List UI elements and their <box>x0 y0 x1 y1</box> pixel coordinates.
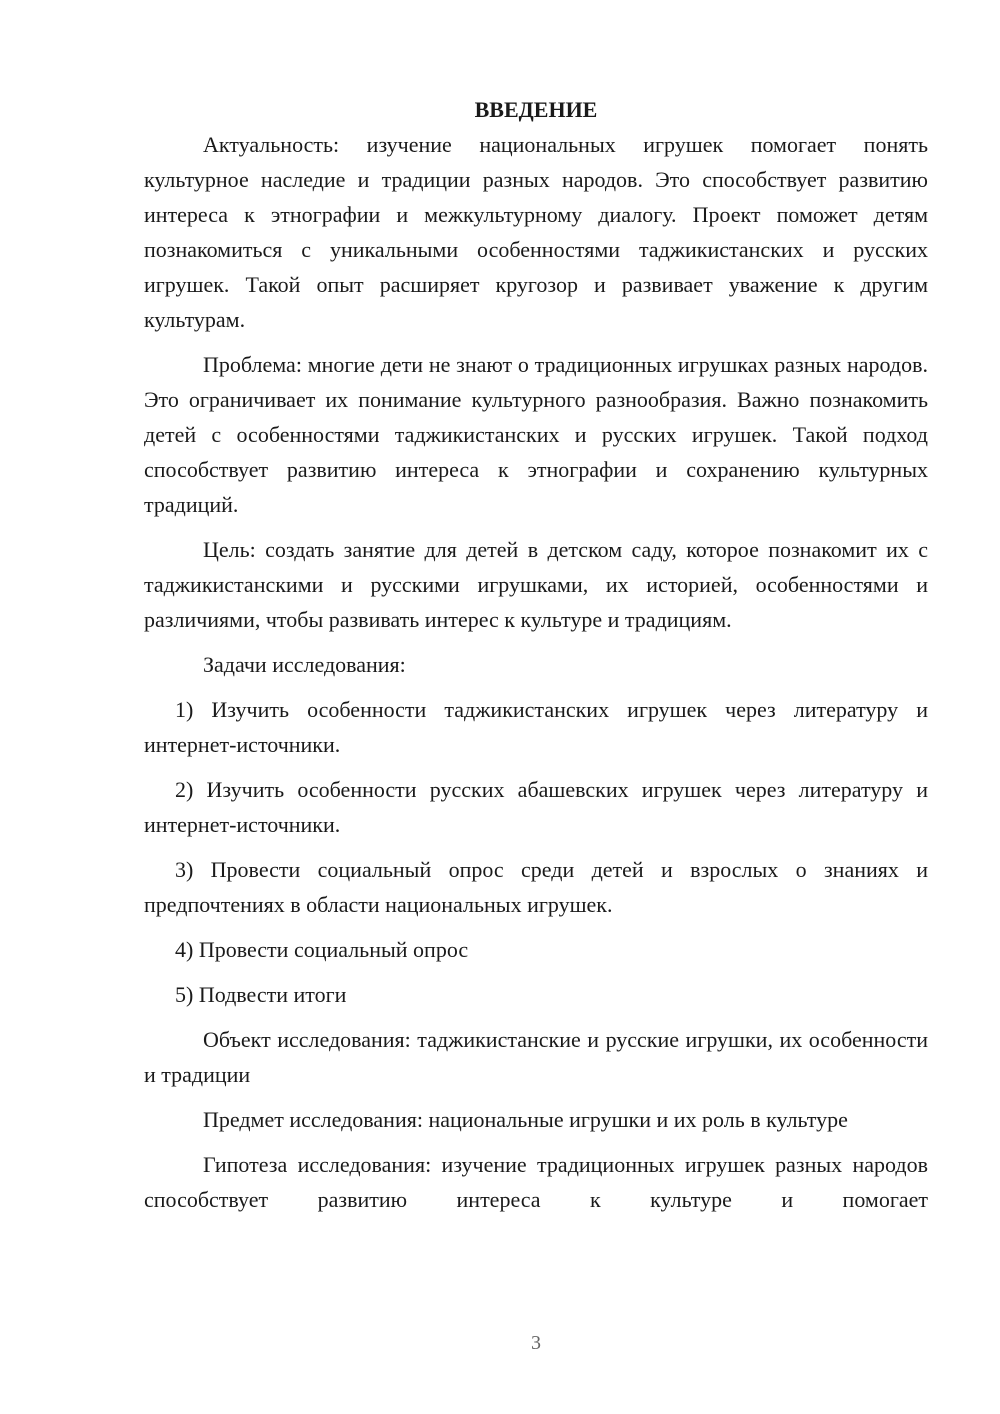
task-item-5: 5) Подвести итоги <box>175 982 347 1007</box>
task-item-3: 3) Провести социальный опрос среди детей и взрослых о знаниях и предпочтениях в области национальных игрушек. <box>144 857 928 917</box>
problem-paragraph: Проблема: многие дети не знают о традиционных игрушках разных народов. Это ограничивает их понимание культурного разнообразия. Важно познакомить детей с особенностями таджикистанских и русских игрушек. Такой подход способствует развитию интереса к этнографии и сохранению культурных традиций. <box>144 352 928 517</box>
tasks-heading: Задачи исследования: <box>203 652 406 677</box>
task-item-2: 2) Изучить особенности русских абашевских игрушек через литературу и интернет-источники. <box>144 777 928 837</box>
task-item-1: 1) Изучить особенности таджикистанских игрушек через литературу и интернет-источники. <box>144 697 928 757</box>
task-item-4: 4) Провести социальный опрос <box>175 937 469 962</box>
hypothesis-paragraph: Гипотеза исследования: изучение традиционных игрушек разных народов способствует развитию интереса к культуре и помогает <box>144 1152 928 1212</box>
object-paragraph: Объект исследования: таджикистанские и русские игрушки, их особенности и традиции <box>144 1027 928 1087</box>
page-number: 3 <box>531 1332 541 1354</box>
goal-paragraph: Цель: создать занятие для детей в детском саду, которое познакомит их с таджикистанскими и русскими игрушками, их историей, особенностями и различиями, чтобы развивать интерес к культуре и традициям. <box>144 537 928 632</box>
document-page <box>144 92 928 1217</box>
section-heading: ВВЕДЕНИЕ <box>474 97 598 122</box>
subject-paragraph: Предмет исследования: национальные игрушки и их роль в культуре <box>203 1107 848 1132</box>
relevance-paragraph: Актуальность: изучение национальных игрушек помогает понять культурное наследие и традиции разных народов. Это способствует развитию интереса к этнографии и межкультурному диалогу. Проект поможет детям познакомиться с уникальными особенностями таджикистанских и русских игрушек. Такой опыт расширяет кругозор и развивает уважение к другим культурам. <box>144 132 928 332</box>
